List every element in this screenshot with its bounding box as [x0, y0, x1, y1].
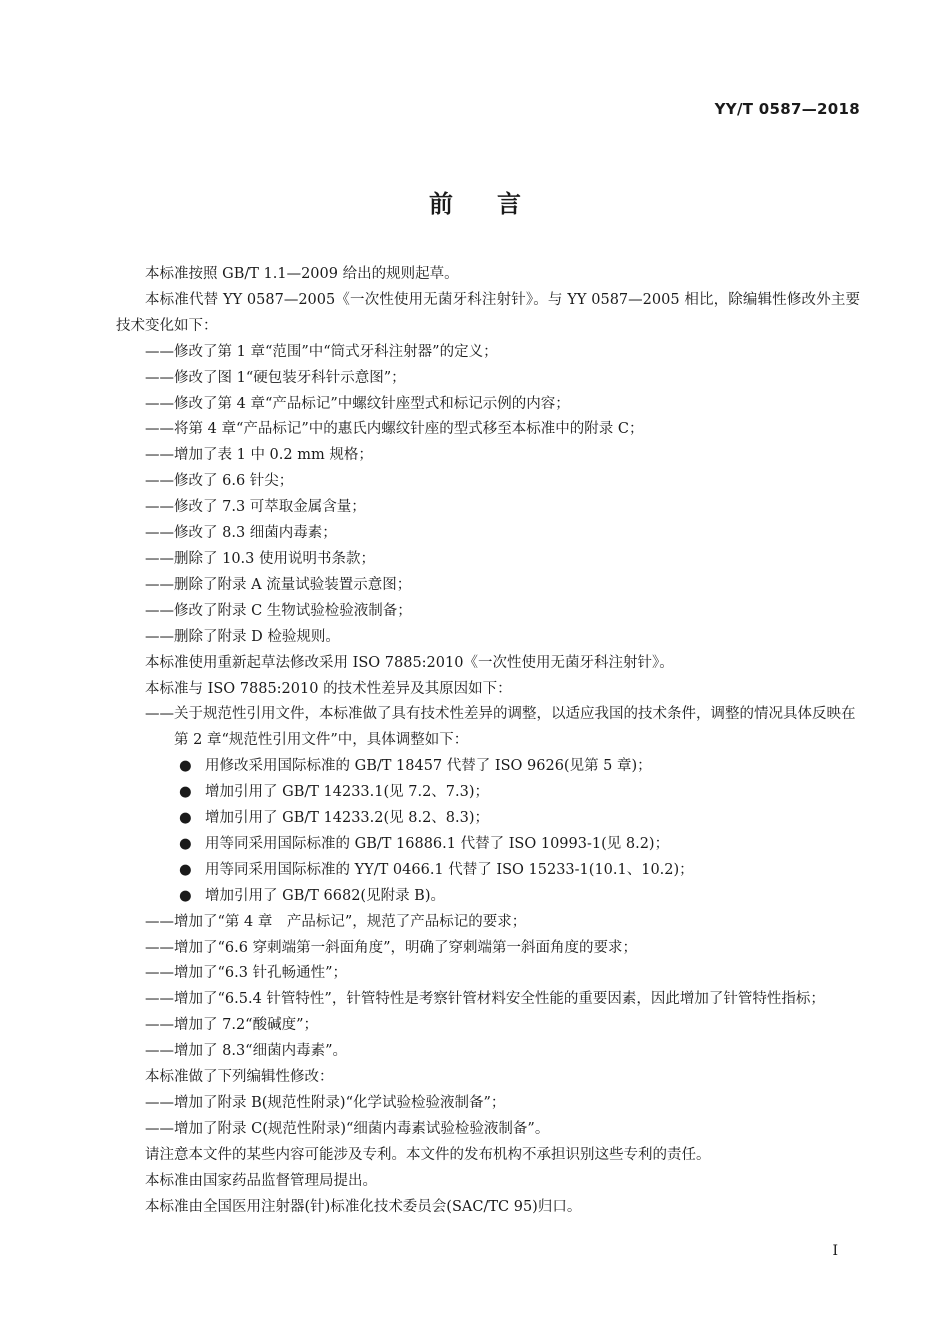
- document-code: YY/T 0587—2018: [714, 100, 860, 118]
- reference-bullet: [116, 806, 860, 832]
- change-item: ——修改了第 1 章“范围”中“筒式牙科注射器”的定义；: [145, 343, 498, 360]
- reference-bullet-text: 用等同采用国际标准的 GB/T 16886.1 代替了 ISO 10993-1(见 8.2)；: [205, 835, 670, 852]
- change-item: ——修改了 6.6 针尖；: [145, 473, 294, 490]
- bullet-icon: ●: [179, 861, 192, 878]
- difference-item: ——增加了 8.3“细菌内毒素”。: [145, 1043, 347, 1060]
- reference-bullet-text: 增加引用了 GB/T 14233.2(见 8.2、8.3)；: [205, 810, 490, 827]
- page-title: 前言: [429, 190, 565, 218]
- change-item: ——修改了图 1“硬包装牙科针示意图”；: [145, 369, 406, 386]
- bullet-icon: ●: [179, 810, 192, 827]
- change-item: ——修改了第 4 章“产品标记”中螺纹针座型式和标记示例的内容；: [145, 395, 570, 412]
- change-item: ——修改了附录 C 生物试验检验液制备；: [145, 602, 412, 619]
- difference-item: ——增加了 7.2“酸碱度”；: [145, 1017, 318, 1034]
- paragraph-editorial: 本标准做了下列编辑性修改：: [145, 1069, 334, 1086]
- reference-bullet: [116, 858, 860, 884]
- paragraph-committee: 本标准由全国医用注射器(针)标准化技术委员会(SAC/TC 95)归口。: [145, 1198, 582, 1215]
- editorial-item: ——增加了附录 B(规范性附录)“化学试验检验液制备”；: [145, 1095, 506, 1111]
- paragraph-patent-notice: 请注意本文件的某些内容可能涉及专利。本文件的发布机构不承担识别这些专利的责任。: [145, 1146, 711, 1163]
- bullet-icon: ●: [179, 784, 192, 801]
- bullet-icon: ●: [179, 835, 192, 852]
- reference-bullet: [116, 832, 860, 858]
- reference-bullet-text: 增加引用了 GB/T 6682(见附录 B)。: [205, 887, 445, 904]
- paragraph-drafting-rules: 本标准按照 GB/T 1.1—2009 给出的规则起草。: [145, 266, 459, 282]
- reference-bullet-text: 用修改采用国际标准的 GB/T 18457 代替了 ISO 9626(见第 5 章)；: [205, 758, 652, 775]
- change-item: ——删除了附录 D 检验规则。: [145, 628, 340, 645]
- change-item: ——将第 4 章“产品标记”中的惠氏内螺纹针座的型式移至本标准中的附录 C；: [145, 421, 644, 438]
- bullet-icon: ●: [179, 758, 192, 775]
- change-item: ——删除了 10.3 使用说明书条款；: [145, 550, 376, 567]
- difference-item: ——增加了“第 4 章 产品标记”，规范了产品标记的要求；: [145, 913, 527, 930]
- reference-bullet: [116, 754, 860, 780]
- bullet-icon: ●: [179, 887, 192, 904]
- paragraph-proposer: 本标准由国家药品监督管理局提出。: [145, 1172, 377, 1189]
- page-number: I: [832, 1243, 838, 1259]
- change-item: ——修改了 7.3 可萃取金属含量；: [145, 499, 366, 516]
- difference-item: ——增加了“6.6 穿刺端第一斜面角度”，明确了穿刺端第一斜面角度的要求；: [145, 939, 637, 956]
- editorial-item: ——增加了附录 C(规范性附录)“细菌内毒素试验检验液制备”。: [145, 1120, 550, 1137]
- paragraph-adoption: 本标准使用重新起草法修改采用 ISO 7885:2010《一次性使用无菌牙科注射针》。: [145, 654, 674, 671]
- paragraph-differences: 本标准与 ISO 7885:2010 的技术性差异及其原因如下：: [145, 680, 512, 697]
- difference-intro: ——关于规范性引用文件，本标准做了具有技术性差异的调整，以适应我国的技术条件，调整的情况具体反映在第 2 章“规范性引用文件”中，具体调整如下：: [145, 706, 856, 749]
- difference-item: ——增加了“6.5.4 针管特性”，针管特性是考察针管材料安全性能的重要因素，因此增加了针管特性指标；: [145, 991, 825, 1008]
- foreword-body: [116, 262, 860, 1221]
- difference-item: ——增加了“6.3 针孔畅通性”；: [145, 965, 347, 982]
- change-item: ——删除了附录 A 流量试验装置示意图；: [145, 576, 412, 593]
- change-item: ——增加了表 1 中 0.2 mm 规格；: [145, 447, 373, 464]
- paragraph-replaces: 本标准代替 YY 0587—2005《一次性使用无菌牙科注射针》。与 YY 0587—2005 相比，除编辑性修改外主要技术变化如下：: [116, 291, 860, 334]
- change-item: ——修改了 8.3 细菌内毒素；: [145, 525, 337, 542]
- reference-bullet: [116, 884, 860, 910]
- reference-bullet: [116, 780, 860, 806]
- reference-bullet-text: 用等同采用国际标准的 YY/T 0466.1 代替了 ISO 15233-1(10.1、10.2)；: [205, 861, 694, 878]
- reference-bullet-text: 增加引用了 GB/T 14233.1(见 7.2、7.3)；: [205, 784, 490, 801]
